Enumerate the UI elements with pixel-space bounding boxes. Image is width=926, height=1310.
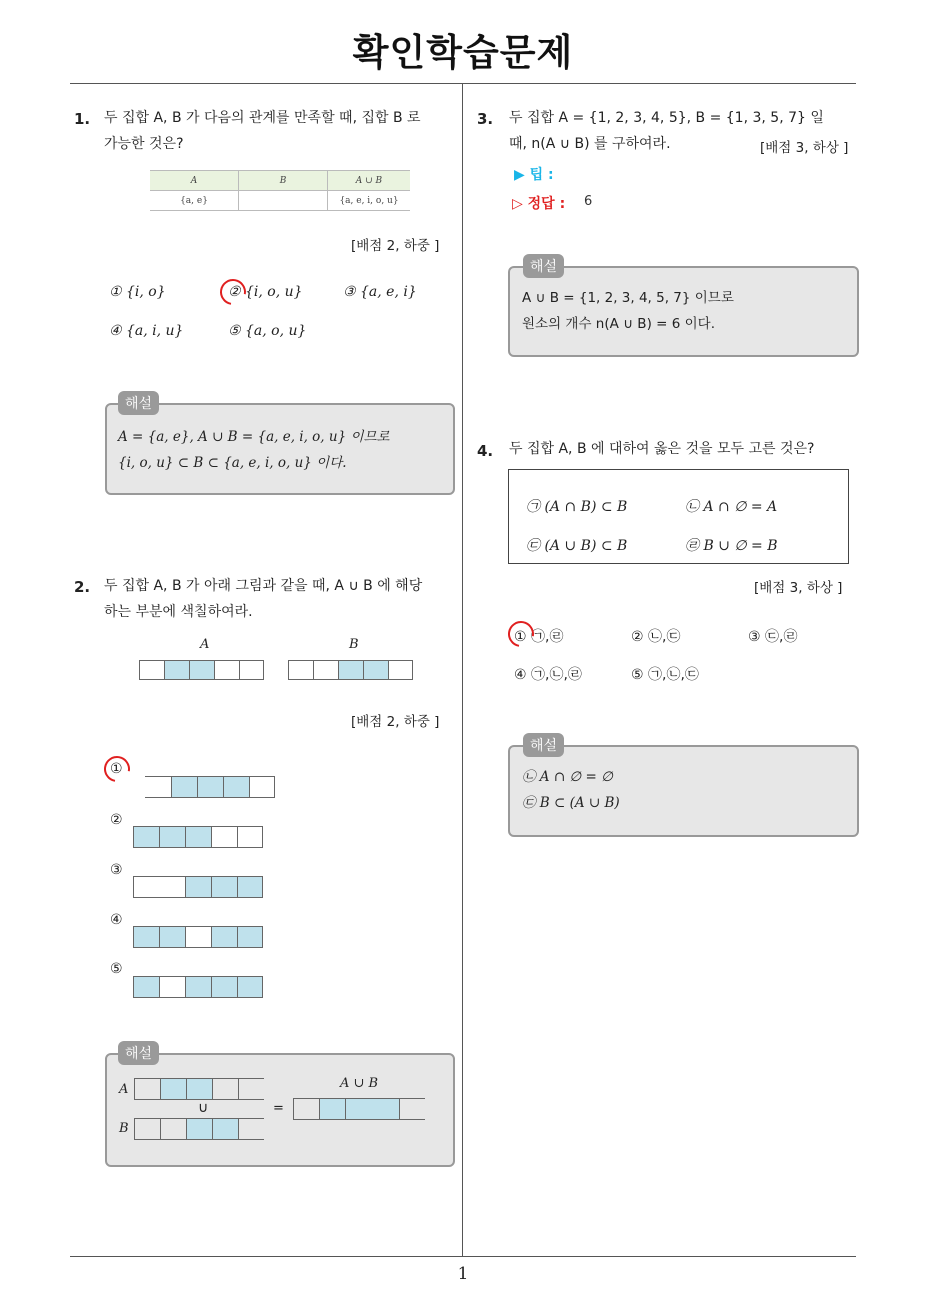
q3-text-line1: 두 집합 A = {1, 2, 3, 4, 5}, B = {1, 3, 5, 7} 일 <box>509 110 824 126</box>
q4-option-5[interactable]: ⑤ ㉠,㉡,㉢ <box>631 667 699 683</box>
q2-a-cell <box>139 660 164 680</box>
strip-cell <box>197 777 223 797</box>
strip-cell <box>185 827 211 847</box>
q2-option-2-mark[interactable]: ② <box>110 812 123 828</box>
q1-question <box>104 105 454 157</box>
q2-text-line1: 두 집합 A, B 가 아래 그림과 같을 때, A ∪ B 에 해당 <box>104 578 423 594</box>
q4-option-4[interactable]: ④ ㉠,㉡,㉣ <box>514 667 582 683</box>
q2-b-cell <box>388 660 413 680</box>
q2-a-cell <box>239 660 264 680</box>
q2-solution-strip-a <box>134 1078 264 1100</box>
q1-option-1[interactable]: ① {i, o} <box>109 284 166 300</box>
page-title: 확인학습문제 <box>352 31 574 74</box>
q3-score-meta: [배점 3, 하상 ] <box>760 140 849 156</box>
q2-option-1-mark[interactable]: ① <box>110 761 123 777</box>
column-divider <box>462 84 463 1257</box>
q1-table-cell-a: {a, e} <box>150 191 239 211</box>
q1-table-cell-b <box>239 191 328 211</box>
strip-cell <box>185 927 211 947</box>
q4-option-2[interactable]: ② ㉡,㉢ <box>631 629 681 645</box>
q2-option-4-strip[interactable] <box>133 926 263 948</box>
q1-text-line1: 두 집합 A, B 가 다음의 관계를 만족할 때, 집합 B 로 <box>104 110 421 126</box>
q2-option-2-strip[interactable] <box>133 826 263 848</box>
q3-answer-value: 6 <box>584 194 593 209</box>
header-rule <box>70 83 856 84</box>
q4-option-1[interactable]: ① ㉠,㉣ <box>514 629 564 645</box>
strip-cell <box>133 827 159 847</box>
q1-table-header-union: A ∪ B <box>328 171 411 191</box>
q2-set-b-strip <box>288 660 413 680</box>
strip-cell <box>134 1079 160 1099</box>
q4-number: 4. <box>477 442 494 460</box>
q3-tip-label: ▶ 팁 : <box>514 167 554 183</box>
q4-selected-mark <box>503 616 539 652</box>
q1-relation-table <box>150 170 410 211</box>
strip-cell <box>223 777 249 797</box>
q2-a-cell <box>214 660 239 680</box>
strip-cell <box>159 827 185 847</box>
q2-b-cell <box>288 660 313 680</box>
q1-option-3[interactable]: ③ {a, e, i} <box>343 284 417 300</box>
q4-score-meta: [배점 3, 하상 ] <box>754 580 843 596</box>
q1-solution-tag: 해설 <box>118 391 159 415</box>
strip-cell <box>159 927 185 947</box>
q4-solution-line1: ㉡ A ∩ ∅ = ∅ <box>522 769 613 785</box>
strip-cell <box>237 827 263 847</box>
q2-b-cell <box>313 660 338 680</box>
strip-cell <box>238 1079 264 1099</box>
q3-answer-label: ▷ 정답 : <box>512 196 566 212</box>
q1-solution-line1: A = {a, e}, A ∪ B = {a, e, i, o, u} 이므로 <box>118 429 390 445</box>
q2-solution-result-label: A ∪ B <box>340 1076 379 1091</box>
strip-cell <box>134 1119 160 1139</box>
q1-table-header-b: B <box>239 171 328 191</box>
strip-cell <box>160 1119 186 1139</box>
strip-cell <box>249 777 275 797</box>
q2-solution-equals: = <box>273 1101 284 1116</box>
q2-solution-label-b: B <box>119 1121 129 1136</box>
q3-solution-line2: 원소의 개수 n(A ∪ B) = 6 이다. <box>522 316 715 332</box>
strip-cell <box>399 1099 425 1119</box>
strip-cell <box>211 827 237 847</box>
strip-cell <box>145 777 171 797</box>
q2-b-cell <box>363 660 388 680</box>
page-number: 1 <box>457 1264 469 1284</box>
q2-text-line2: 하는 부분에 색칠하여라. <box>104 604 253 620</box>
strip-cell <box>293 1099 319 1119</box>
strip-cell <box>319 1099 345 1119</box>
strip-cell <box>237 977 263 997</box>
q3-solution-tag: 해설 <box>523 254 564 278</box>
q2-b-cell <box>338 660 363 680</box>
strip-cell <box>237 877 263 897</box>
q2-option-1-strip[interactable] <box>145 776 275 798</box>
q2-question <box>104 573 456 625</box>
q2-label-b: B <box>349 637 359 652</box>
strip-cell <box>133 977 159 997</box>
q2-solution-strip-b <box>134 1118 264 1140</box>
strip-cell <box>186 1079 212 1099</box>
strip-cell <box>345 1099 399 1119</box>
q4-statement-1: ㉠ (A ∩ B) ⊂ B <box>526 499 628 515</box>
q2-number: 2. <box>74 578 91 596</box>
q2-option-5-mark[interactable]: ⑤ <box>110 961 123 977</box>
q4-statement-2: ㉡ A ∩ ∅ = A <box>685 499 778 515</box>
footer-rule <box>70 1256 856 1257</box>
strip-cell <box>211 877 237 897</box>
q3-solution-line1: A ∪ B = {1, 2, 3, 4, 5, 7} 이므로 <box>522 290 734 306</box>
q1-option-5[interactable]: ⑤ {a, o, u} <box>228 323 307 339</box>
q4-solution-tag: 해설 <box>523 733 564 757</box>
strip-cell <box>133 877 159 897</box>
q2-solution-tag: 해설 <box>118 1041 159 1065</box>
q1-text-line2: 가능한 것은? <box>104 136 184 152</box>
q3-text-line2: 때, n(A ∪ B) 를 구하여라. <box>509 136 671 152</box>
q2-label-a: A <box>200 637 210 652</box>
q1-option-2[interactable]: ② {i, o, u} <box>228 284 303 300</box>
strip-cell <box>212 1079 238 1099</box>
q1-option-4[interactable]: ④ {a, i, u} <box>109 323 184 339</box>
q2-option-3-mark[interactable]: ③ <box>110 862 123 878</box>
q2-selected-mark <box>99 751 135 787</box>
q4-statement-3: ㉢ (A ∪ B) ⊂ B <box>526 538 628 554</box>
strip-cell <box>211 927 237 947</box>
strip-cell <box>159 977 185 997</box>
q1-selected-mark <box>215 274 251 310</box>
q2-a-cell <box>189 660 214 680</box>
strip-cell <box>238 1119 264 1139</box>
q3-number: 3. <box>477 110 494 128</box>
q4-solution-line2: ㉢ B ⊂ (A ∪ B) <box>522 795 620 811</box>
strip-cell <box>185 977 211 997</box>
q1-table-header-a: A <box>150 171 239 191</box>
q4-option-3[interactable]: ③ ㉢,㉣ <box>748 629 798 645</box>
q2-option-5-strip[interactable] <box>133 976 263 998</box>
strip-cell <box>159 877 185 897</box>
strip-cell <box>160 1079 186 1099</box>
q2-option-3-strip[interactable] <box>133 876 263 898</box>
q2-option-4-mark[interactable]: ④ <box>110 912 123 928</box>
q2-solution-label-a: A <box>119 1082 129 1097</box>
strip-cell <box>237 927 263 947</box>
strip-cell <box>212 1119 238 1139</box>
q2-solution-strip-result <box>293 1098 425 1120</box>
strip-cell <box>133 927 159 947</box>
strip-cell <box>186 1119 212 1139</box>
q1-score-meta: [배점 2, 하중 ] <box>351 238 440 254</box>
q2-a-cell <box>164 660 189 680</box>
q2-solution-union-symbol: ∪ <box>198 1100 209 1116</box>
q1-solution-line2: {i, o, u} ⊂ B ⊂ {a, e, i, o, u} 이다. <box>118 455 347 471</box>
q4-question: 두 집합 A, B 에 대하여 옳은 것을 모두 고른 것은? <box>509 441 815 457</box>
q2-set-a-strip <box>139 660 264 680</box>
strip-cell <box>211 977 237 997</box>
q1-table-cell-union: {a, e, i, o, u} <box>328 191 411 211</box>
q2-score-meta: [배점 2, 하중 ] <box>351 714 440 730</box>
q1-number: 1. <box>74 110 91 128</box>
strip-cell <box>185 877 211 897</box>
q4-statement-4: ㉣ B ∪ ∅ = B <box>685 538 778 554</box>
strip-cell <box>171 777 197 797</box>
